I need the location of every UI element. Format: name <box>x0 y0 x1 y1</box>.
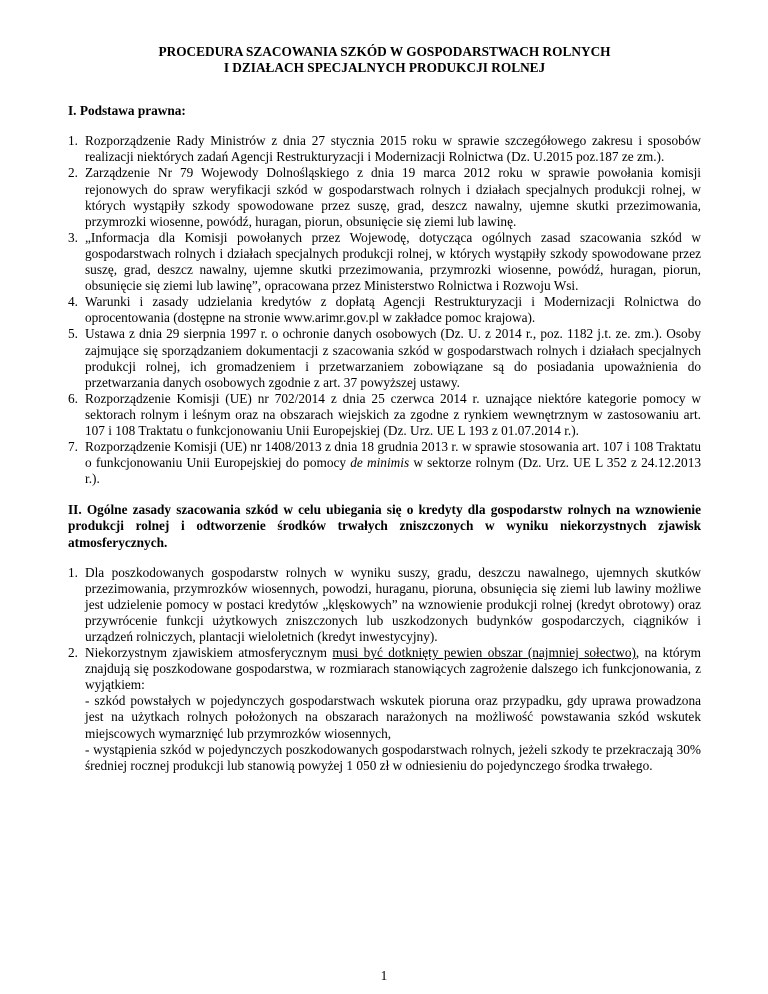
sub-item: - wystąpienia szkód w pojedynczych poszkodowanych gospodarstwach rolnych, jeżeli szkody te przekraczają 30% średniej rocznej produkcji lub stanowią powyżej 1 050 zł w odniesieniu do pojedynczego środka trwałego. <box>85 741 701 773</box>
list-item <box>68 294 701 326</box>
list-item <box>68 391 701 439</box>
item-text: Rozporządzenie Komisji (UE) nr 702/2014 z dnia 25 czerwca 2014 r. uznające niektóre kategorie pomocy w sektorach rolnym i leśnym oraz na obszarach wiejskich za zgodne z rynkiem wewnętrznym w zastosowaniu art. 107 i 108 Traktatu o funkcjonowaniu Unii Europejskiej (Dz. Urz. UE L 193 z 01.07.2014 r.). <box>85 390 701 438</box>
item-number: 4. <box>68 294 78 310</box>
sub-item: - szkód powstałych w pojedynczych gospodarstwach wskutek pioruna oraz przypadku, gdy uprawa prowadzona jest na użytkach rolnych położonych na obszarach narażonych na możliwość powstawania szkód wskutek miejscowych wymarznięć lub przymrozków wiosennych, <box>85 693 701 741</box>
document-content <box>68 44 701 774</box>
item-text-after: , na którym znajdują się poszkodowane gospodarstwa, w rozmiarach stanowiących zagrożenie dalszego ich funkcjonowania, z wyjątkiem: <box>85 645 701 693</box>
item-number: 5. <box>68 326 78 342</box>
item-text: Zarządzenie Nr 79 Wojewody Dolnośląskiego z dnia 19 marca 2012 roku w sprawie powołania komisji rejonowych do spraw weryfikacji szkód w gospodarstwach rolnych i działach specjalnych produkcji rolnej, w których wystąpiły szkody spowodowane przez suszę, grad, deszcz nawalny, ujemne skutki przezimowania, przymrozki wiosenne, powódź, huragan, piorun, obsunięcie się ziemi lub lawinę. <box>85 165 701 229</box>
list-item <box>68 165 701 229</box>
list-item <box>68 565 701 645</box>
item-number: 7. <box>68 439 78 455</box>
section-2-heading: II. Ogólne zasady szacowania szkód w celu ubiegania się o kredyty dla gospodarstw rolnych na wznowienie produkcji rolnej i odtworzenie środków trwałych zniszczonych w wyniku niekorzystnych zjawisk atmosferycznych. <box>68 502 701 550</box>
item-text-before: Niekorzystnym zjawiskiem atmosferycznym <box>85 645 333 661</box>
document-title <box>68 44 701 76</box>
item-number: 2. <box>68 645 78 661</box>
item-text-italic: de minimis <box>350 455 410 471</box>
list-item <box>68 645 701 774</box>
general-rules-list <box>68 565 701 774</box>
list-item <box>68 439 701 487</box>
section-1-heading: I. Podstawa prawna: <box>68 103 186 119</box>
list-item <box>68 230 701 294</box>
legal-basis-list <box>68 133 701 487</box>
item-text-underlined: musi być dotknięty pewien obszar (najmniej sołectwo) <box>332 645 636 661</box>
title-line-2: I DZIAŁACH SPECJALNYCH PRODUKCJI ROLNEJ <box>223 60 546 76</box>
item-number: 1. <box>68 133 78 149</box>
item-text-before: Rozporządzenie Komisji (UE) nr 1408/2013 z dnia 18 grudnia 2013 r. w sprawie stosowania art. 107 i 108 Traktatu o funkcjonowaniu Unii Europejskiej do pomocy <box>85 439 701 471</box>
title-line-1: PROCEDURA SZACOWANIA SZKÓD W GOSPODARSTWACH ROLNYCH <box>158 44 611 59</box>
item-number: 3. <box>68 229 78 245</box>
item-text: Rozporządzenie Rady Ministrów z dnia 27 stycznia 2015 roku w sprawie szczegółowego zakresu i sposobów realizacji niektórych zadań Agencji Restrukturyzacji i Modernizacji Rolnictwa (Dz. U.2015 poz.187 ze zm.). <box>85 133 701 165</box>
item-text: Ustawa z dnia 29 sierpnia 1997 r. o ochronie danych osobowych (Dz. U. z 2014 r., poz. 1182 j.t. ze. zm.). Osoby zajmujące się sporządzaniem dokumentacji z szacowania szkód w gospodarstwach rolnych i działach specjalnych produkcji rolnej, ich gromadzeniem i przetwarzaniem zobowiązane są do posiadania upoważnienia do przetwarzania danych osobowych zgodnie z art. 37 powyższej ustawy. <box>85 326 701 390</box>
list-item <box>68 133 701 165</box>
list-item <box>68 326 701 390</box>
item-text-after: w sektorze rolnym (Dz. Urz. UE L 352 z 24.12.2013 r.). <box>85 455 701 487</box>
page-number: 1 <box>380 968 388 983</box>
item-number: 2. <box>68 165 78 181</box>
item-text: „Informacja dla Komisji powołanych przez Wojewodę, dotycząca ogólnych zasad szacowania szkód w gospodarstwach rolnych i działach specjalnych produkcji rolnej, w których wystąpiły szkody spowodowane przez suszę, grad, deszcz nawalny, ujemne skutki przezimowania, przymrozki wiosenne, powódź, huragan, piorun, obsunięcie się ziemi lub lawinę”, opracowana przez Ministerstwo Rolnictwa i Rozwoju Wsi. <box>85 229 701 294</box>
item-text: Dla poszkodowanych gospodarstw rolnych w wyniku suszy, gradu, deszczu nawalnego, ujemnych skutków przezimowania, przymrozków wiosennych, powodzi, huraganu, pioruna, obsunięcia się ziemi lub lawiny możliwe jest udzielenie pomocy w postaci kredytów „klęskowych” na wznowienie produkcji rolnej (kredyt obrotowy) oraz przywrócenie funkcji użytkowych zniszczonych lub uszkodzonych budynków gospodarczych, ciągników i urządzeń rolniczych, plantacji wieloletnich (kredyt inwestycyjny). <box>85 564 701 644</box>
item-number: 1. <box>68 564 78 580</box>
item-text: Warunki i zasady udzielania kredytów z dopłatą Agencji Restrukturyzacji i Modernizacji Rolnictwa do oprocentowania (dostępne na stronie www.arimr.gov.pl w zakładce pomoc krajowa). <box>85 294 701 326</box>
item-number: 6. <box>68 390 78 406</box>
